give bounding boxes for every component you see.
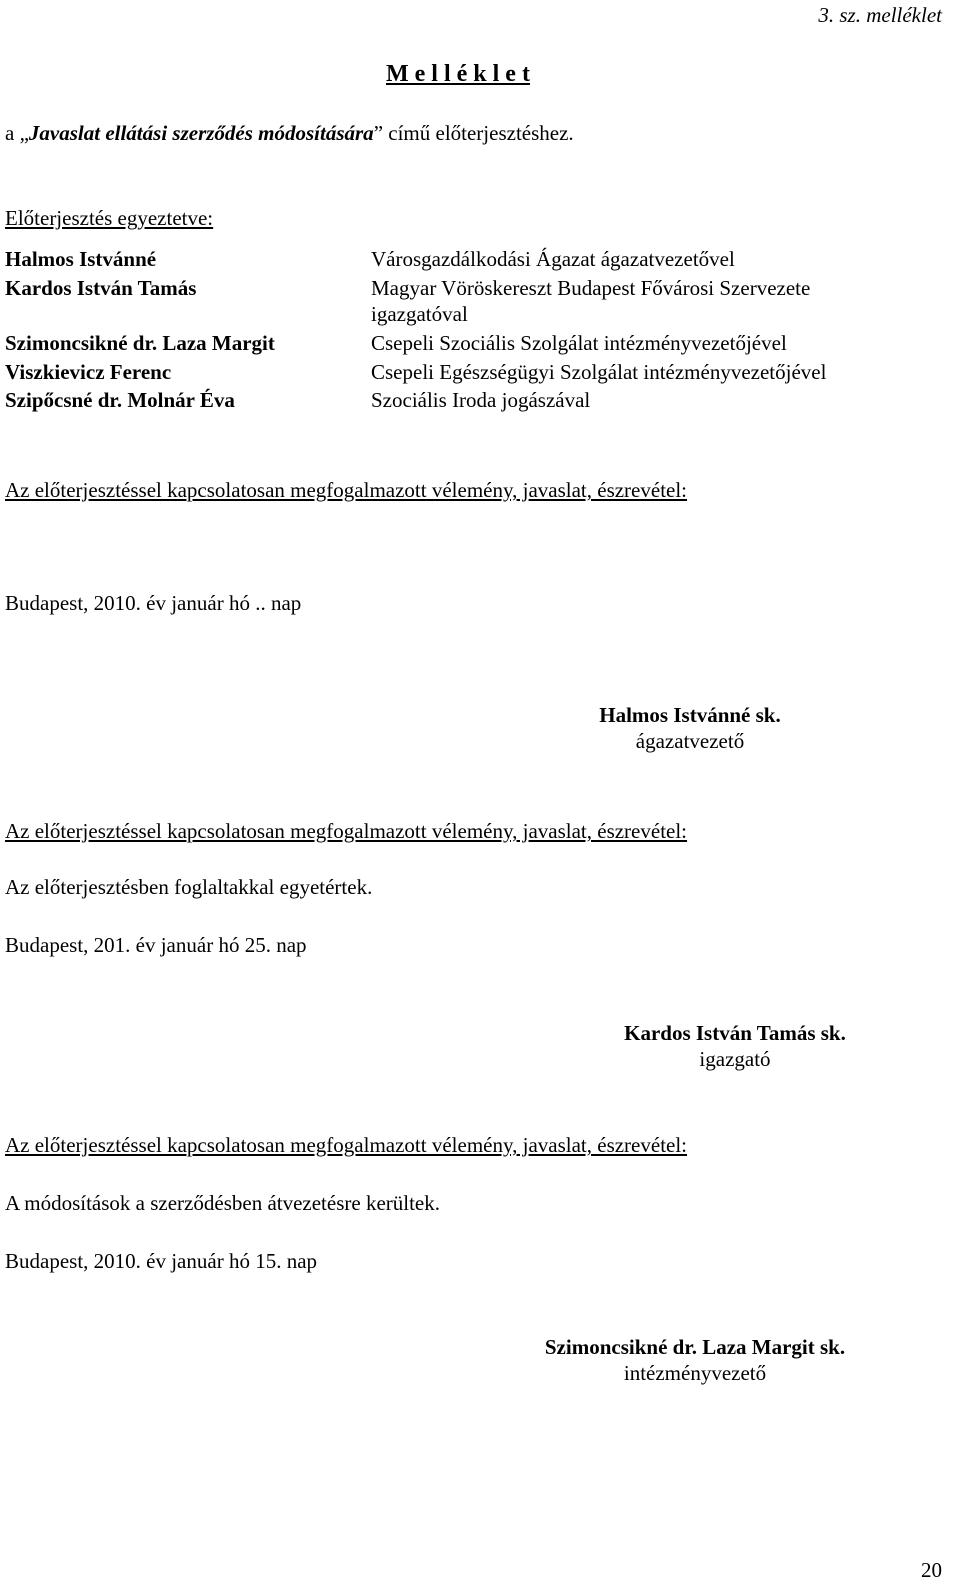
opinion-heading: Az előterjesztéssel kapcsolatosan megfogalmazott vélemény, javaslat, észrevétel: — [5, 1133, 688, 1157]
person-row — [5, 359, 826, 387]
page-title: M e l l é k l e t — [386, 61, 530, 87]
person-name: Viszkievicz Ferenc — [5, 360, 172, 384]
signer-name: Kardos István Tamás sk. — [624, 1021, 846, 1045]
page-number: 20 — [921, 1558, 942, 1582]
date-line: Budapest, 201. év január hó 25. nap — [5, 933, 307, 957]
signer-title: igazgató — [699, 1047, 771, 1072]
people-list — [5, 246, 826, 415]
person-role: Magyar Vöröskereszt Budapest Fővárosi Szervezete — [371, 276, 811, 300]
signer-name: Halmos Istvánné sk. — [599, 703, 781, 727]
signature-block — [560, 702, 820, 755]
person-name: Szimoncsikné dr. Laza Margit — [5, 331, 275, 355]
subtitle — [5, 120, 574, 146]
subtitle-prefix: a „ — [5, 121, 29, 145]
opinion-heading: Az előterjesztéssel kapcsolatosan megfogalmazott vélemény, javaslat, észrevétel: — [5, 478, 688, 502]
opinion-heading: Az előterjesztéssel kapcsolatosan megfogalmazott vélemény, javaslat, észrevétel: — [5, 819, 688, 843]
signature-block — [500, 1334, 890, 1387]
date-line: Budapest, 2010. év január hó .. nap — [5, 591, 302, 615]
person-role: Szociális Iroda jogászával — [371, 388, 591, 412]
person-row — [5, 246, 826, 275]
person-role: igazgatóval — [371, 302, 468, 326]
date-line: Budapest, 2010. év január hó 15. nap — [5, 1249, 318, 1273]
person-name: Kardos István Tamás — [5, 276, 197, 300]
person-row — [5, 387, 826, 415]
subtitle-italic: Javaslat ellátási szerződés módosítására — [28, 121, 374, 145]
signer-name: Szimoncsikné dr. Laza Margit sk. — [544, 1335, 846, 1359]
signer-title: ágazatvezető — [635, 729, 745, 754]
signature-block — [560, 1020, 910, 1073]
opinion-text: Az előterjesztésben foglaltakkal egyetértek. — [5, 875, 373, 899]
person-row — [5, 330, 826, 359]
person-row — [5, 275, 826, 301]
opinion-text: A módosítások a szerződésben átvezetésre kerültek. — [5, 1191, 441, 1215]
person-role: Csepeli Szociális Szolgálat intézményvezetőjével — [371, 331, 787, 355]
reconciled-label: Előterjesztés egyeztetve: — [5, 206, 214, 230]
person-role: Városgazdálkodási Ágazat ágazatvezetővel — [371, 247, 735, 271]
person-name — [5, 301, 371, 330]
subtitle-suffix: ” című előterjesztéshez. — [373, 121, 574, 145]
person-role: Csepeli Egészségügyi Szolgálat intézményvezetőjével — [371, 360, 827, 384]
person-row — [5, 301, 826, 330]
signer-title: intézményvezető — [623, 1361, 767, 1386]
person-name: Halmos Istvánné — [5, 247, 157, 271]
person-name: Szipőcsné dr. Molnár Éva — [5, 388, 235, 412]
annex-number: 3. sz. melléklet — [818, 3, 942, 27]
